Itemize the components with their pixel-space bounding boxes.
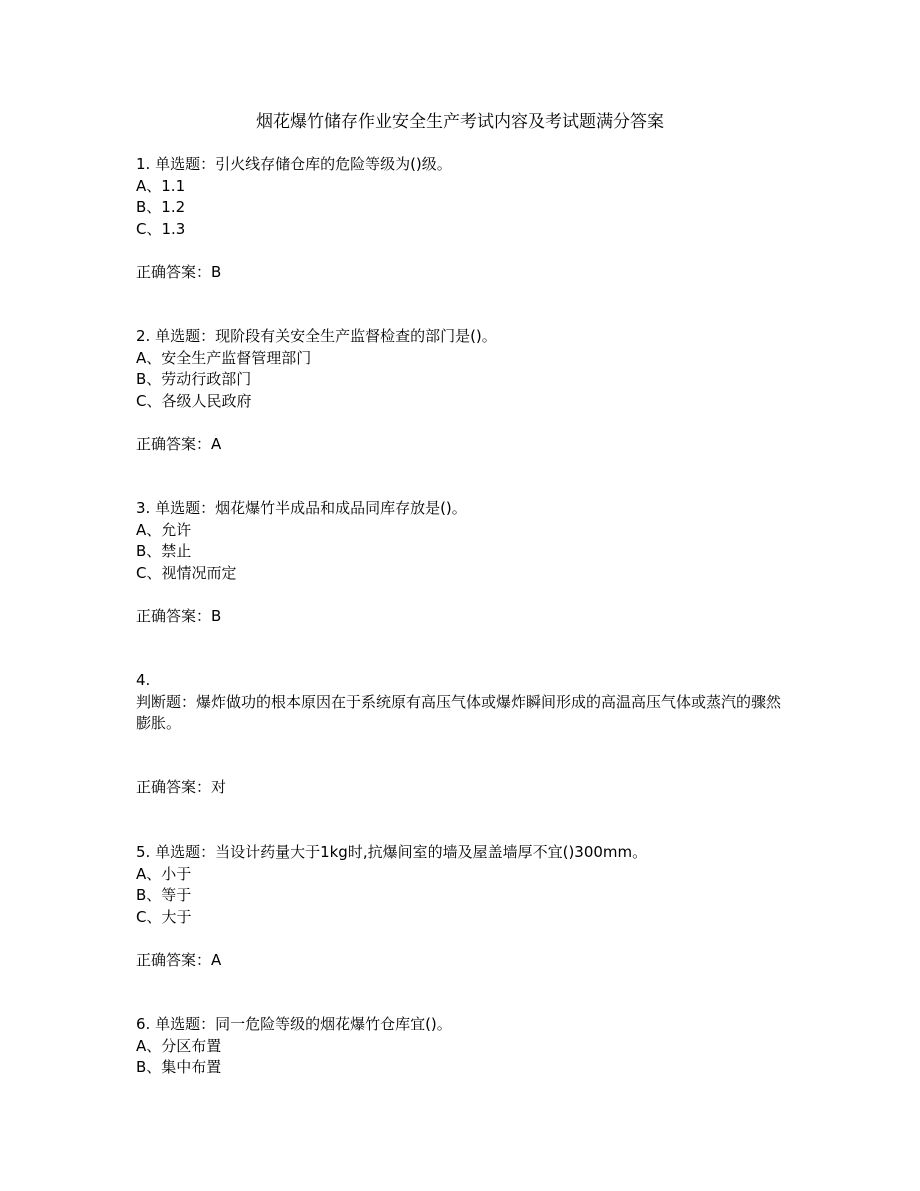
- option-a: A、1.1: [136, 176, 186, 195]
- question-4: [136, 670, 786, 735]
- document-title: 烟花爆竹储存作业安全生产考试内容及考试题满分答案: [256, 112, 664, 132]
- option-b: B、禁止: [136, 542, 192, 560]
- question-stem: 1. 单选题：引火线存储仓库的危险等级为()级。: [136, 155, 452, 173]
- question-stem: 6. 单选题：同一危险等级的烟花爆竹仓库宜()。: [136, 1015, 452, 1033]
- question-stem: 3. 单选题：烟花爆竹半成品和成品同库存放是()。: [136, 499, 467, 517]
- question-2: [136, 326, 786, 412]
- option-a: A、小于: [136, 864, 192, 883]
- option-c: C、各级人民政府: [136, 391, 252, 410]
- option-b: B、集中布置: [136, 1058, 222, 1076]
- option-a: A、分区布置: [136, 1036, 222, 1055]
- option-a: A、安全生产监督管理部门: [136, 348, 312, 367]
- option-c: C、视情况而定: [136, 563, 237, 582]
- option-b: B、劳动行政部门: [136, 370, 252, 388]
- option-c: C、1.3: [136, 219, 186, 238]
- question-stem: 判断题：爆炸做功的根本原因在于系统原有高压气体或爆炸瞬间形成的高温高压气体或蒸汽的骤然膨胀。: [136, 692, 782, 732]
- question-3: [136, 498, 786, 584]
- question-stem: 2. 单选题：现阶段有关安全生产监督检查的部门是()。: [136, 327, 497, 345]
- question-stem: 5. 单选题：当设计药量大于1kg时,抗爆间室的墙及屋盖墙厚不宜()300mm。: [136, 843, 648, 861]
- question-number: 4.: [136, 671, 151, 689]
- answer-4: 正确答案：对: [136, 778, 227, 796]
- option-c: C、大于: [136, 907, 192, 926]
- option-b: B、等于: [136, 886, 192, 904]
- question-5: [136, 842, 786, 928]
- option-a: A、允许: [136, 520, 192, 539]
- answer-1: 正确答案：B: [136, 263, 222, 281]
- question-6: [136, 1014, 786, 1079]
- answer-2: 正确答案：A: [136, 435, 222, 453]
- option-b: B、1.2: [136, 198, 186, 216]
- answer-3: 正确答案：B: [136, 607, 222, 625]
- answer-5: 正确答案：A: [136, 951, 222, 969]
- question-1: [136, 154, 786, 240]
